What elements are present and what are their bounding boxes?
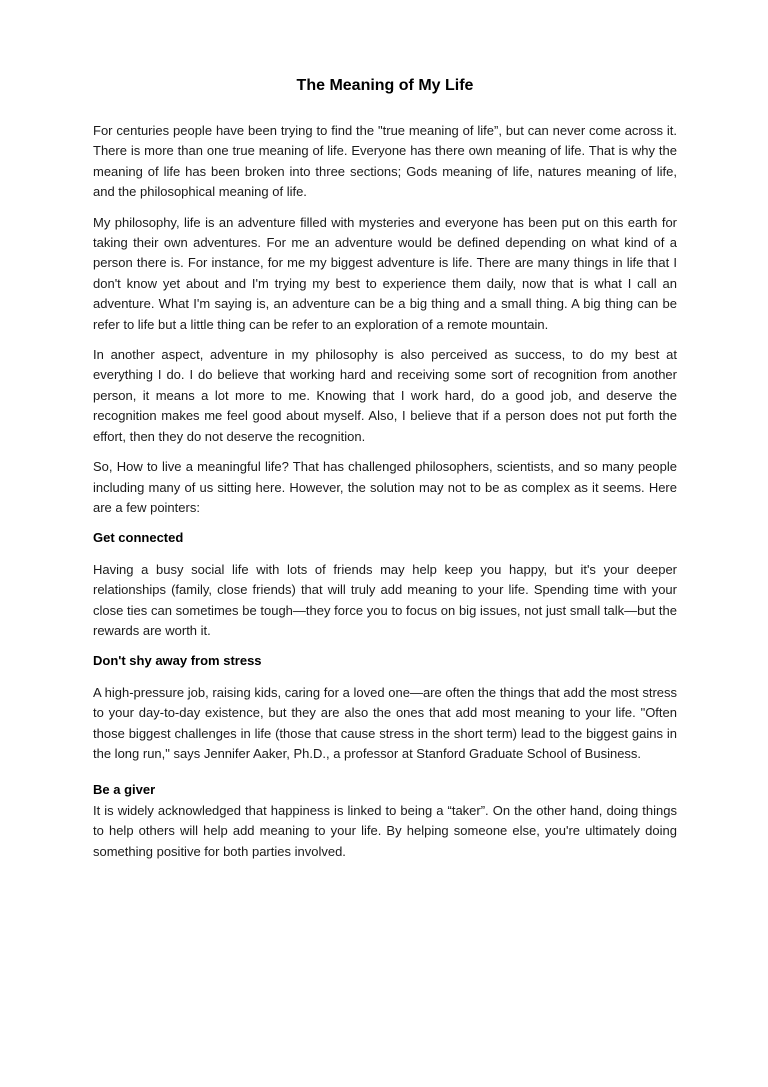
section-heading-get-connected: Get connected <box>93 530 184 546</box>
section-text-stress: A high-pressure job, raising kids, caring for a loved one—are often the things that add the most stress to your day-to-day existence, but they are also the ones that add most meaning to your life. "Often those biggest challenges in life (those that cause stress in the short term) lead to the biggest gains in the long run," says Jennifer Aaker, Ph.D., a professor at Stanford Graduate School of Business. <box>93 684 677 761</box>
pointers-paragraph: So, How to live a meaningful life? That has challenged philosophers, scientists, and so many people including many of us sitting here. However, the solution may not to be as complex as it seems. Here are a few pointers: <box>93 459 677 515</box>
section-heading-be-a-giver: Be a giver <box>93 782 156 798</box>
section-heading-stress: Don't shy away from stress <box>93 653 262 669</box>
section-text-be-a-giver: It is widely acknowledged that happiness is linked to being a “taker”. On the other hand, doing things to help others will help add meaning to your life. By helping someone else, you're ultimately doing something positive for both parties involved. <box>93 802 677 859</box>
document-title: The Meaning of My Life <box>296 77 474 94</box>
section-text-get-connected: Having a busy social life with lots of friends may help keep you happy, but it's your deeper relationships (family, close friends) that will truly add meaning to your life. Spending time with your close ties can sometimes be tough—they force you to focus on big issues, not just small talk—but the rewards are worth it. <box>93 561 677 638</box>
intro-paragraph: For centuries people have been trying to find the "true meaning of life”, but can never come across it. There is more than one true meaning of life. Everyone has there own meaning of life. That is why the meaning of life has been broken into three sections; Gods meaning of life, natures meaning of life, and the philosophical meaning of life. <box>93 123 677 200</box>
philosophy-paragraph: My philosophy, life is an adventure filled with mysteries and everyone has been put on this earth for taking their own adventures. For me an adventure would be defined depending on what kind of a person there is. For instance, for me my biggest adventure is life. There are many things in life that I don't know yet about and I'm trying my best to experience them daily, now that is what I call an adventure. What I'm saying is, an adventure can be a big thing and a small thing. A big thing can be refer to life but a little thing can be refer to an exploration of a remote mountain. <box>93 214 677 332</box>
document-page <box>93 74 677 872</box>
success-paragraph: In another aspect, adventure in my philosophy is also perceived as success, to do my best at everything I do. I do believe that working hard and receiving some sort of recognition from another person, it means a lot more to me. Knowing that I work hard, do a good job, and deserve the recognition makes me feel good about myself. Also, I believe that if a person does not put forth the effort, then they do not deserve the recognition. <box>93 347 677 444</box>
